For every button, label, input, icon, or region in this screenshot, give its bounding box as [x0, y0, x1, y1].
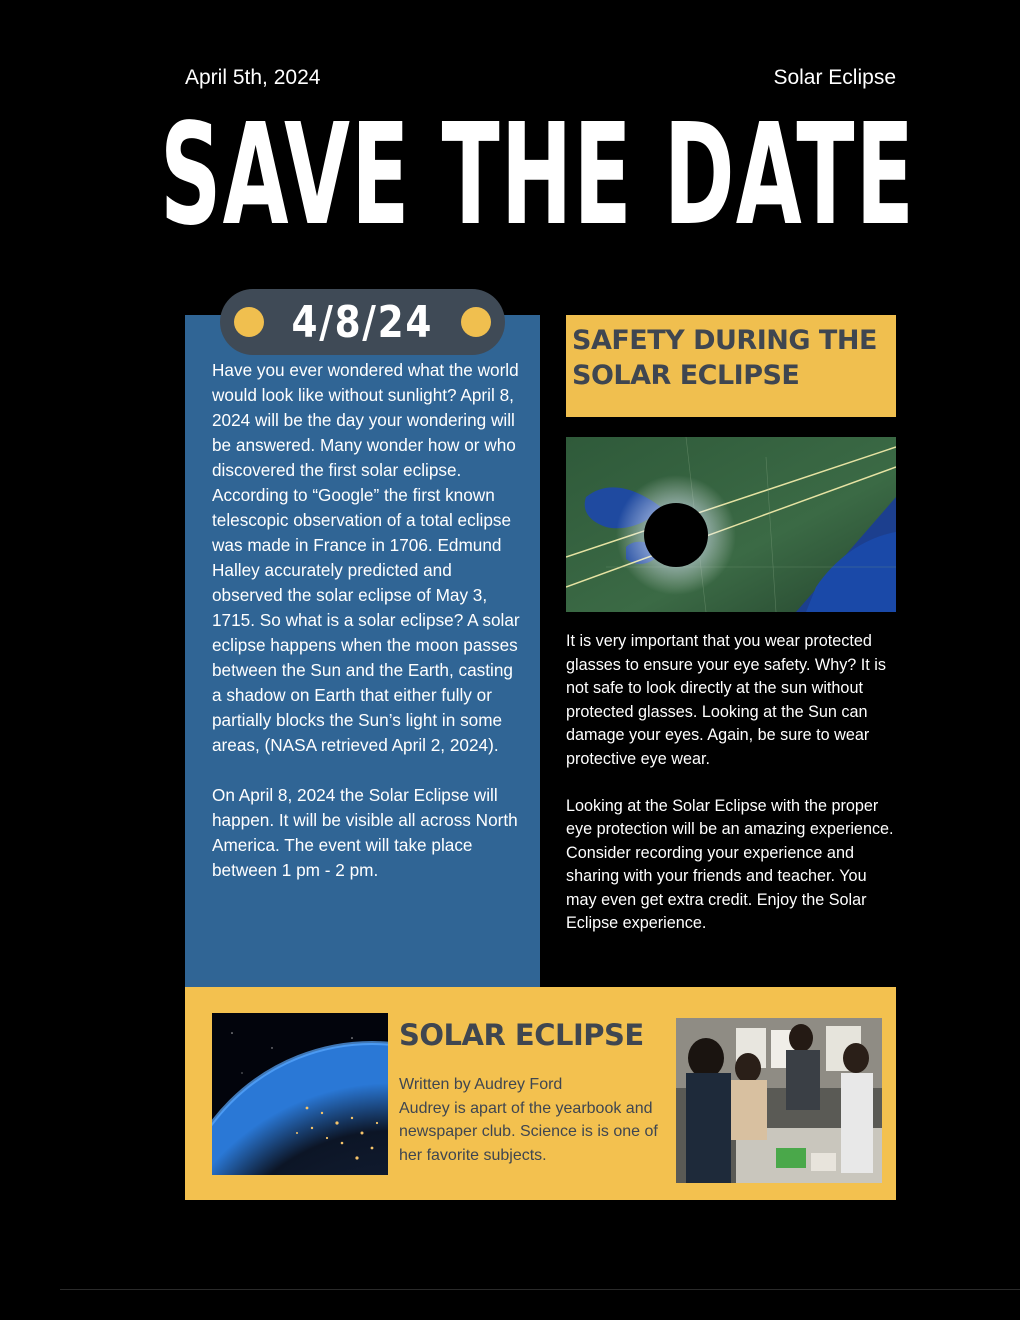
safety-heading-box — [566, 315, 896, 417]
classroom-photo — [676, 1018, 882, 1183]
author-box-title: SOLAR ECLIPSE — [399, 1018, 644, 1052]
article-paragraph: Have you ever wondered what the world would look like without sunlight? April 8, 2024 will be the day your wondering will be answered. Many wonder how or who discovered the first solar eclipse. According to “Google” the first known telescopic observation of a total eclipse was made in France in 1706. Edmund Halley accurately predicted and observed the solar eclipse of May 3, 1715. So what is a solar eclipse? A solar eclipse happens when the moon passes between the Sun and the Earth, casting a shadow on Earth that either fully or partially blocks the Sun’s light in some areas, (NASA retrieved April 2, 2024). — [212, 360, 520, 755]
dot-icon — [234, 307, 264, 337]
dot-icon — [461, 307, 491, 337]
event-date-badge — [220, 289, 505, 355]
article-paragraph: On April 8, 2024 the Solar Eclipse will happen. It will be visible all across North America. The event will take place between 1 pm - 2 pm. — [212, 785, 518, 880]
safety-title: SAFETY DURING THE SOLAR ECLIPSE — [572, 325, 877, 391]
safety-paragraph: Looking at the Solar Eclipse with the proper eye protection will be an amazing experience. Consider recording your experience and sharing with your friends and teacher. You may even get extra credit. Enjoy the Solar Eclipse experience. — [566, 796, 894, 932]
article-body — [212, 358, 524, 908]
earth-image — [212, 1013, 388, 1175]
safety-body — [566, 630, 898, 959]
divider — [60, 1289, 1020, 1290]
author-byline: Written by Audrey Ford — [399, 1076, 563, 1093]
eclipse-map-image — [566, 437, 896, 612]
header-topic: Solar Eclipse — [773, 66, 896, 89]
header-date: April 5th, 2024 — [185, 66, 321, 89]
page-title: SAVE THE DATE — [160, 94, 916, 257]
author-info — [399, 1073, 669, 1167]
author-bio: Audrey is apart of the yearbook and newspaper club. Science is is one of her favorite subjects. — [399, 1099, 658, 1164]
safety-paragraph: It is very important that you wear protected glasses to ensure your eye safety. Why? It is not safe to look directly at the sun without protected glasses. Looking at the Sun can damage your eyes. Again, be sure to wear protective eye wear. — [566, 632, 886, 768]
event-date: 4/8/24 — [291, 296, 434, 348]
